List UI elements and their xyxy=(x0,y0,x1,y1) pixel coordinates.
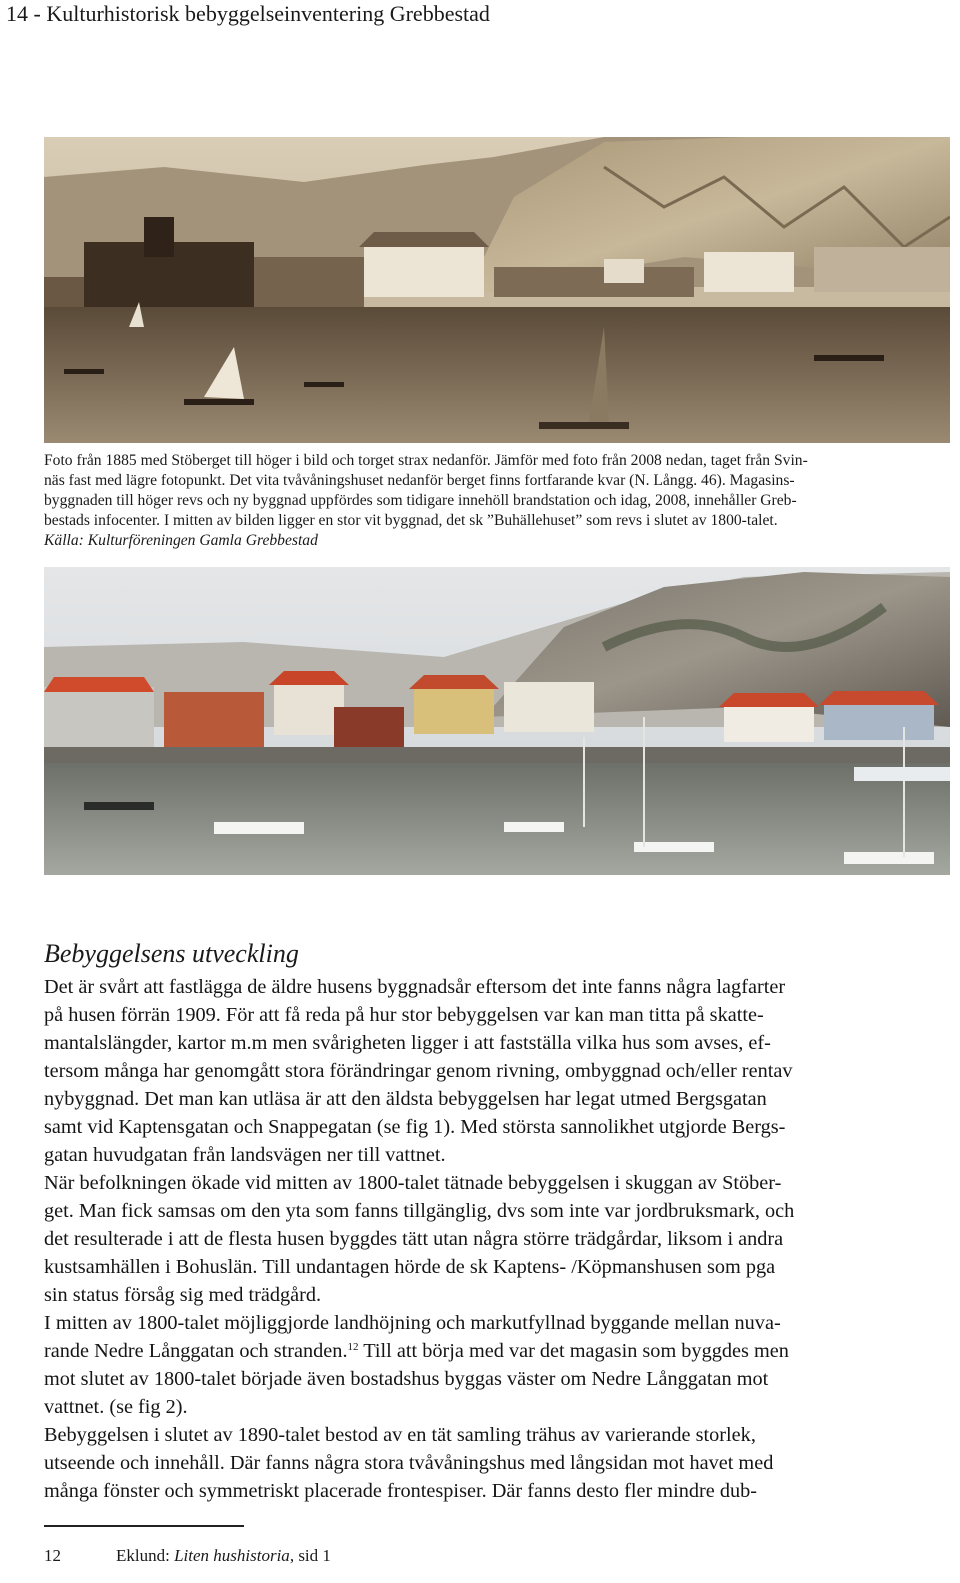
body-text xyxy=(44,973,950,1505)
modern-photo xyxy=(44,567,950,875)
body-line: När befolkningen ökade vid mitten av 1800-talet tätnade bebyggelsen i skuggan av Stöber- xyxy=(44,1172,782,1194)
footnote-reference[interactable]: 12 xyxy=(347,1341,359,1353)
body-line: Bebyggelsen i slutet av 1890-talet bestod av en tät samling trähus av varierande storlek, xyxy=(44,1424,756,1446)
body-line: många fönster och symmetriskt placerade frontespiser. Där fanns desto fler mindre dub- xyxy=(44,1480,757,1502)
photo-caption xyxy=(44,451,950,551)
body-line: gatan huvudgatan från landsvägen ner till vattnet. xyxy=(44,1144,446,1166)
body-line: sin status försåg sig med trädgård. xyxy=(44,1284,322,1306)
caption-line: Foto från 1885 med Stöberget till höger i bild och torget strax nedanför. Jämför med foto från 2008 nedan, taget från Svin- xyxy=(44,452,808,469)
body-line-part: rande Nedre Långgatan och stranden. xyxy=(44,1340,348,1362)
body-line: I mitten av 1800-talet möjliggjorde landhöjning och markutfyllnad byggande mellan nuva- xyxy=(44,1312,781,1334)
body-line: tersom många har genomgått stora förändringar genom rivning, ombyggnad och/eller rentav xyxy=(44,1060,793,1082)
footnote-work: Liten hushistoria xyxy=(174,1546,290,1565)
modern-photo-image xyxy=(44,567,950,875)
body-line: på husen förrän 1909. För att få reda på hur stor bebyggelsen var kan man titta på skatte- xyxy=(44,1004,764,1026)
body-line: det resulterade i att de flesta husen byggdes tätt utan några större trädgårdar, liksom i andra xyxy=(44,1228,784,1250)
body-line: nybyggnad. Det man kan utläsa är att den äldsta bebyggelsen har legat utmed Bergsgatan xyxy=(44,1088,767,1110)
body-line: mantalslängder, kartor m.m men svårigheten ligger i att fastställa vilka hus som avses, ef- xyxy=(44,1032,771,1054)
body-line: Det är svårt att fastlägga de äldre husens byggnadsår eftersom det inte fanns några lagfarter xyxy=(44,976,786,998)
historic-photo-image xyxy=(44,137,950,443)
body-line: get. Man fick samsas om den yta som fanns tillgänglig, dvs som inte var jordbruksmark, och xyxy=(44,1200,795,1222)
historic-photo xyxy=(44,137,950,443)
caption-line: bestads infocenter. I mitten av bilden ligger en stor vit byggnad, det sk ”Buhällehuset” som revs i slutet av 1800-talet. xyxy=(44,512,778,529)
body-line-with-footnote xyxy=(44,1337,950,1365)
body-line: mot slutet av 1800-talet började även bostadshus byggas väster om Nedre Långgatan mot xyxy=(44,1368,769,1390)
body-line: utseende och innehåll. Där fanns några stora tvåvåningshus med långsidan mot havet med xyxy=(44,1452,774,1474)
section-heading: Bebyggelsens utveckling xyxy=(44,939,299,968)
footnote-divider xyxy=(44,1525,244,1527)
footnote-author: Eklund: xyxy=(116,1546,175,1565)
footnote-page: , sid 1 xyxy=(289,1546,331,1565)
caption-source: Källa: Kulturföreningen Gamla Grebbestad xyxy=(44,532,318,549)
body-line-part: Till att börja med var det magasin som byggdes men xyxy=(358,1340,789,1362)
body-line: kustsamhällen i Bohuslän. Till undantagen hörde de sk Kaptens- /Köpmanshusen som pga xyxy=(44,1256,776,1278)
body-line: vattnet. (se fig 2). xyxy=(44,1396,188,1418)
body-line: samt vid Kaptensgatan och Snappegatan (se fig 1). Med största sannolikhet utgjorde Bergs- xyxy=(44,1116,786,1138)
caption-line: byggnaden till höger revs och ny byggnad uppfördes som tidigare innehöll brandstation och idag, 2008, innehåller Greb- xyxy=(44,492,797,509)
footnote xyxy=(44,1545,331,1567)
caption-line: näs fast med lägre fotopunkt. Det vita tvåvåningshuset nedanför berget finns fortfarande kvar (N. Långg. 46). Magasins- xyxy=(44,472,795,489)
page-header: 14 - Kulturhistorisk bebyggelseinventering Grebbestad xyxy=(6,1,490,26)
footnote-number: 12 xyxy=(44,1546,61,1565)
